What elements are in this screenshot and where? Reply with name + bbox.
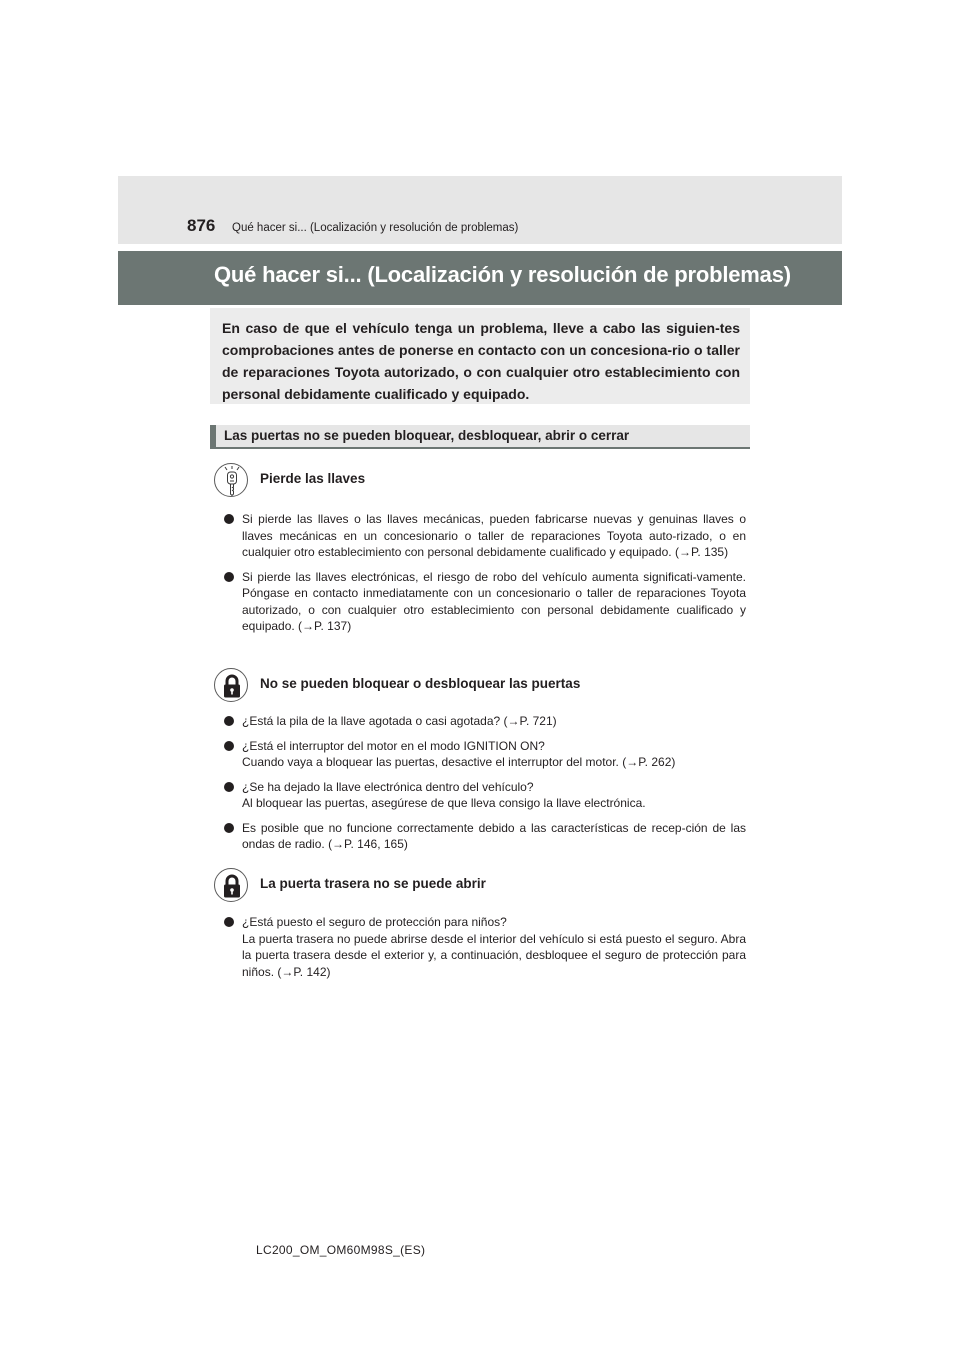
page-number: 876 <box>187 216 216 235</box>
subsection-title: No se pueden bloquear o desbloquear las puertas <box>260 676 581 691</box>
list-item: ¿Está puesto el seguro de protección para niños? La puerta trasera no puede abrirse desde el interior del vehículo si está puesto el seguro. Abra la puerta trasera desde el exterior y, a continuación, desbloquee el seguro de protección para niños. (→P. 142) <box>224 914 746 980</box>
bullet-list-cannot-lock <box>224 713 746 861</box>
list-item: ¿Se ha dejado la llave electrónica dentro del vehículo? Al bloquear las puertas, asegúrese de que lleva consigo la llave electrónica. <box>224 779 746 812</box>
bullet-icon <box>224 572 234 582</box>
bullet-list-rear-door <box>224 914 746 988</box>
padlock-icon <box>214 868 248 902</box>
bullet-icon <box>224 716 234 726</box>
key-icon <box>214 463 248 497</box>
list-item: ¿Está el interruptor del motor en el modo IGNITION ON? Cuando vaya a bloquear las puertas, desactive el interruptor del motor. (→P. 262) <box>224 738 746 771</box>
section-heading-text: Las puertas no se pueden bloquear, desbloquear, abrir o cerrar <box>224 428 630 443</box>
bullet-icon <box>224 514 234 524</box>
list-item: Si pierde las llaves o las llaves mecánicas, pueden fabricarse nuevas y genuinas llaves o llaves mecánicas en un concesionario o taller de reparaciones Toyota auto-rizado, o en cualquier otro establecimiento con personal debidamente cualificado y equipado. (→P. 135) <box>224 511 746 561</box>
bullet-list-lost-keys <box>224 511 746 643</box>
bullet-icon <box>224 917 234 927</box>
bullet-icon <box>224 741 234 751</box>
list-item: Si pierde las llaves electrónicas, el riesgo de robo del vehículo aumenta significati-vamente. Póngase en contacto inmediatamente con un concesionario o taller de reparaciones Toyota autorizado, o con cualquier otro establecimiento con personal debidamente cualificado y equipado. (→P. 137) <box>224 569 746 635</box>
section-heading <box>210 425 750 449</box>
running-title: Qué hacer si... (Localización y resolución de problemas) <box>232 222 519 234</box>
list-item: ¿Está la pila de la llave agotada o casi agotada? (→P. 721) <box>224 713 746 730</box>
bullet-icon <box>224 782 234 792</box>
intro-text: En caso de que el vehículo tenga un problema, lleve a cabo las siguien-tes comprobaciones antes de ponerse en contacto con un concesiona-rio o taller de reparaciones Toyota autorizado, o con cualquier otro establecimiento con personal debidamente cualificado y equipado. <box>222 320 740 402</box>
padlock-icon <box>214 668 248 702</box>
bullet-icon <box>224 823 234 833</box>
chapter-title: Qué hacer si... (Localización y resolución de problemas) <box>214 262 791 287</box>
subsection-title: La puerta trasera no se puede abrir <box>260 876 486 891</box>
list-item: Es posible que no funcione correctamente debido a las características de recep-ción de las ondas de radio. (→P. 146, 165) <box>224 820 746 853</box>
footer-code: LC200_OM_OM60M98S_(ES) <box>256 1243 426 1257</box>
subsection-title: Pierde las llaves <box>260 471 366 486</box>
intro-box <box>210 308 750 404</box>
